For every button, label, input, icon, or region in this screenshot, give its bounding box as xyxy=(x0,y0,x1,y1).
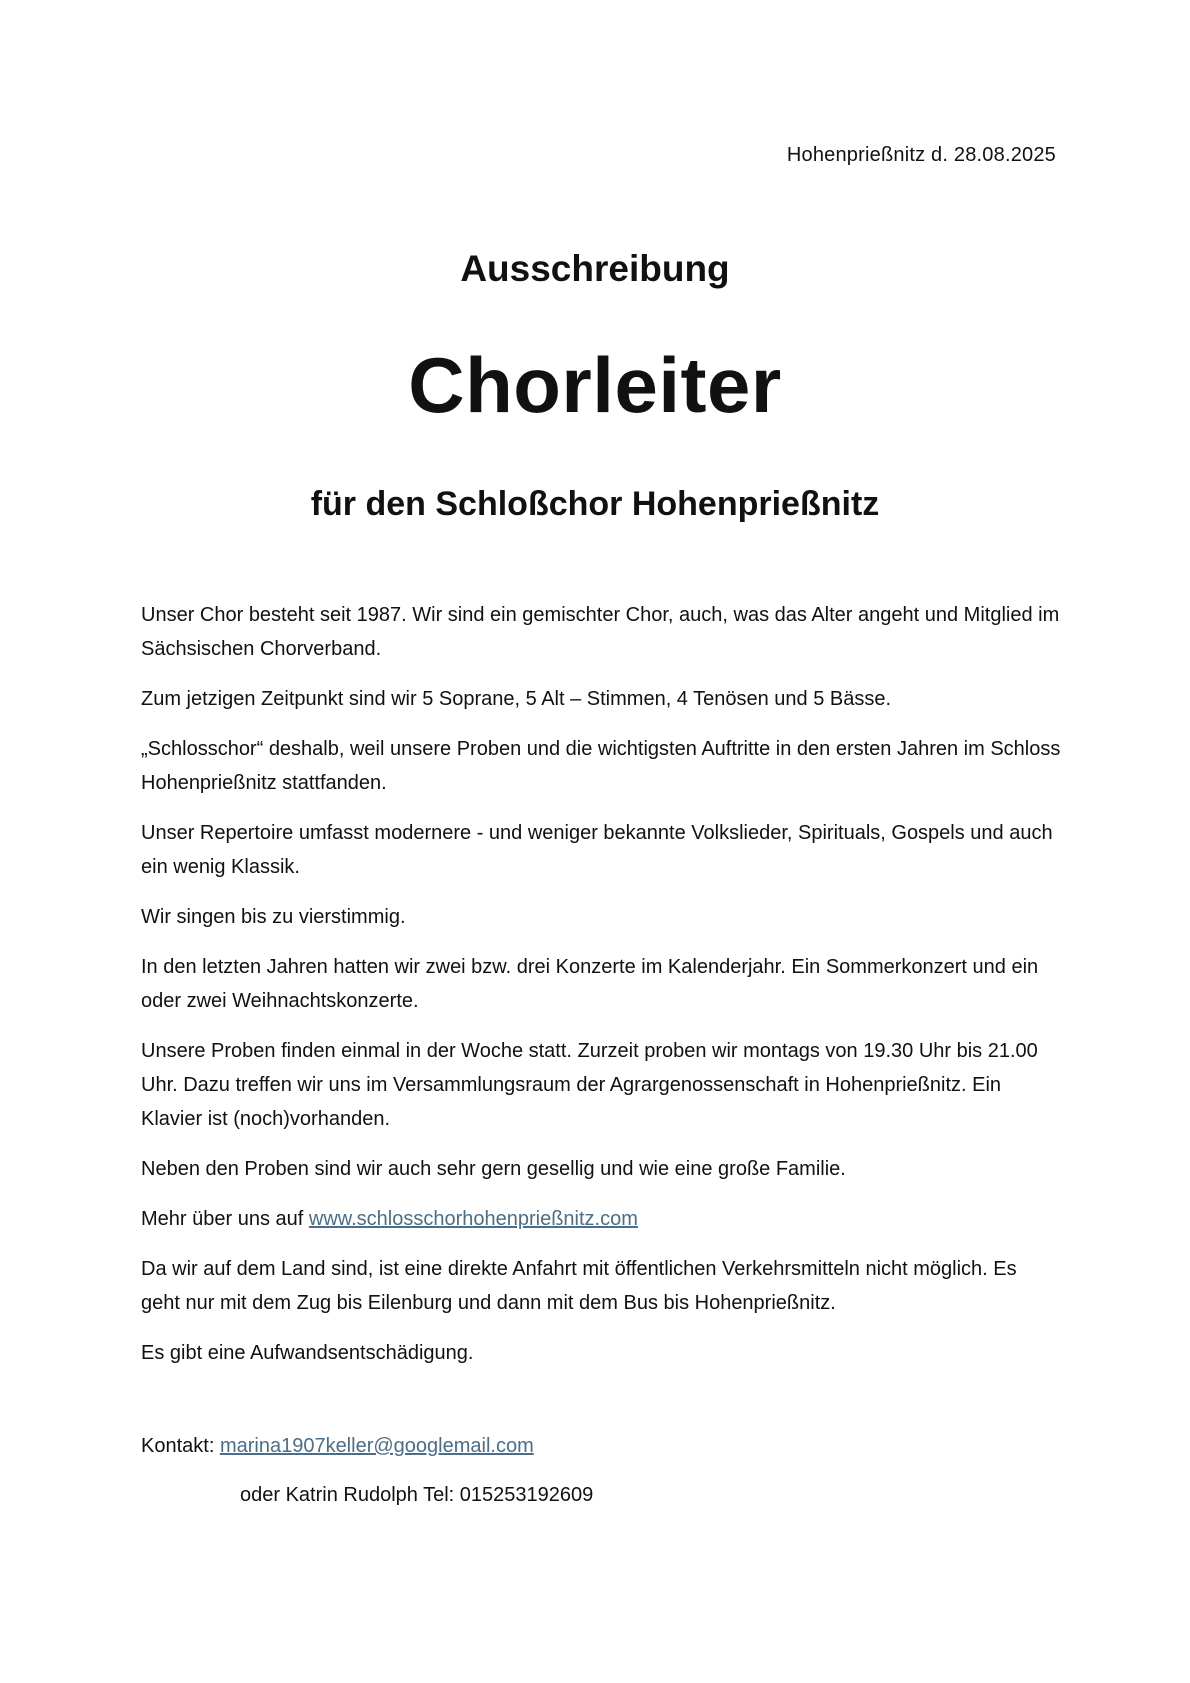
paragraph-community: Neben den Proben sind wir auch sehr gern gesellig und wie eine große Familie. xyxy=(141,1158,846,1180)
paragraph-founding: Unser Chor besteht seit 1987. Wir sind ein gemischter Chor, auch, was das Alter angeht und Mitglied im Sächsischen Chorverband. xyxy=(141,604,1060,660)
paragraph-website xyxy=(141,1202,1061,1236)
paragraph-rehearsals: Unsere Proben finden einmal in der Woche statt. Zurzeit proben wir montags von 19.30 Uhr bis 21.00 Uhr. Dazu treffen wir uns im Versammlungsraum der Agrargenossenschaft in Hohenprießnitz. Ein Klavier ist (noch)vorhanden. xyxy=(141,1040,1038,1130)
paragraph-name-origin: „Schlosschor“ deshalb, weil unsere Proben und die wichtigsten Auftritte in den ersten Jahren im Schloss Hohenprießnitz stattfanden. xyxy=(141,738,1061,794)
paragraph-parts: Wir singen bis zu vierstimmig. xyxy=(141,906,406,928)
paragraph-travel: Da wir auf dem Land sind, ist eine direkte Anfahrt mit öffentlichen Verkehrsmitteln nicht möglich. Es geht nur mit dem Zug bis Eilenburg und dann mit dem Bus bis Hohenprießnitz. xyxy=(141,1258,1017,1314)
date-line: Hohenprießnitz d. 28.08.2025 xyxy=(786,144,1056,166)
email-link[interactable]: marina1907keller@googlemail.com xyxy=(219,1435,534,1457)
paragraph-concerts: In den letzten Jahren hatten wir zwei bzw. drei Konzerte im Kalenderjahr. Ein Sommerkonzert und ein oder zwei Weihnachtskonzerte. xyxy=(141,956,1039,1012)
body-text xyxy=(141,598,1061,1386)
contact-label: Kontakt: xyxy=(141,1435,220,1457)
contact-line xyxy=(141,1429,534,1463)
paragraph-voices: Zum jetzigen Zeitpunkt sind wir 5 Soprane, 5 Alt – Stimmen, 4 Tenösen und 5 Bässe. xyxy=(141,688,892,710)
main-title: Chorleiter xyxy=(408,341,782,429)
subtitle: für den Schloßchor Hohenprießnitz xyxy=(310,485,880,523)
website-prefix: Mehr über uns auf xyxy=(141,1208,309,1230)
contact-alternative: oder Katrin Rudolph Tel: 015253192609 xyxy=(240,1484,594,1506)
paragraph-repertoire: Unser Repertoire umfasst modernere - und weniger bekannte Volkslieder, Spirituals, Gospels und auch ein wenig Klassik. xyxy=(141,822,1053,878)
kicker-title: Ausschreibung xyxy=(460,248,730,289)
paragraph-compensation: Es gibt eine Aufwandsentschädigung. xyxy=(141,1342,474,1364)
website-link[interactable]: www.schlosschorhohenprießnitz.com xyxy=(308,1208,638,1230)
